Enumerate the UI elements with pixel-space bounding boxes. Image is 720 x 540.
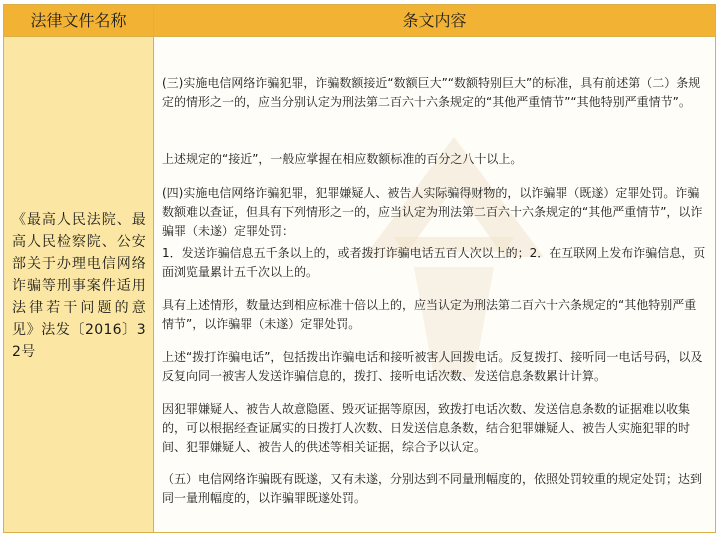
article-paragraph-1: (三)实施电信网络诈骗犯罪，诈骗数额接近“数额巨大”“数额特别巨大”的标准，具有前述第（二）条规定的情形之一的，应当分别认定为刑法第二百六十六条规定的“其他严重情节”“其他特别严重情节”。 [162,76,701,109]
article-paragraph-7: 因犯罪嫌疑人、被告人故意隐匿、毁灭证据等原因，致拨打电话次数、发送信息条数的证据难以收集的，可以根据经查证属实的日拨打人次数、日发送信息条数，结合犯罪嫌疑人、被告人实施犯罪的时间、犯罪嫌疑人、被告人的供述等相关证据，综合予以认定。 [162,402,691,454]
header-document-name: 法律文件名称 [4,5,154,36]
article-content-cell [154,37,715,532]
document-name-text: 《最高人民法院、最高人民检察院、公安部关于办理电信网络诈骗等刑事案件适用法律若干问题的意见》法发〔2016〕32号 [12,212,146,360]
article-paragraph-3: (四)实施电信网络诈骗犯罪，犯罪嫌疑人、被告人实际骗得财物的，以诈骗罪（既遂）定罪处罚。诈骗数额难以查证，但具有下列情形之一的，应当认定为刑法第二百六十六条规定的“其他严重情节”，以诈骗罪（未遂）定罪处罚： [162,186,703,238]
law-table [3,4,716,533]
table-header-row [4,5,715,37]
article-paragraph-5: 具有上述情形，数量达到相应标准十倍以上的，应当认定为刑法第二百六十六条规定的“其他特别严重情节”，以诈骗罪（未遂）定罪处罚。 [162,298,697,331]
article-paragraph-4: 1．发送诈骗信息五千条以上的，或者拨打诈骗电话五百人次以上的；2．在互联网上发布诈骗信息，页面浏览量累计五千次以上的。 [162,246,706,279]
article-paragraph-8: （五）电信网络诈骗既有既遂，又有未遂，分别达到不同量刑幅度的，依照处罚较重的规定处罚；达到同一量刑幅度的，以诈骗罪既遂处罚。 [162,472,703,505]
table-row [4,37,715,532]
article-paragraph-2: 上述规定的“接近”，一般应掌握在相应数额标准的百分之八十以上。 [162,152,523,166]
document-name-cell [4,37,154,532]
article-paragraph-6: 上述“拨打诈骗电话”，包括拨出诈骗电话和接听被害人回拨电话。反复拨打、接听同一电话号码，以及反复向同一被害人发送诈骗信息的，拨打、接听电话次数、发送信息条数累计计算。 [162,350,703,383]
header-article-content: 条文内容 [402,11,467,30]
